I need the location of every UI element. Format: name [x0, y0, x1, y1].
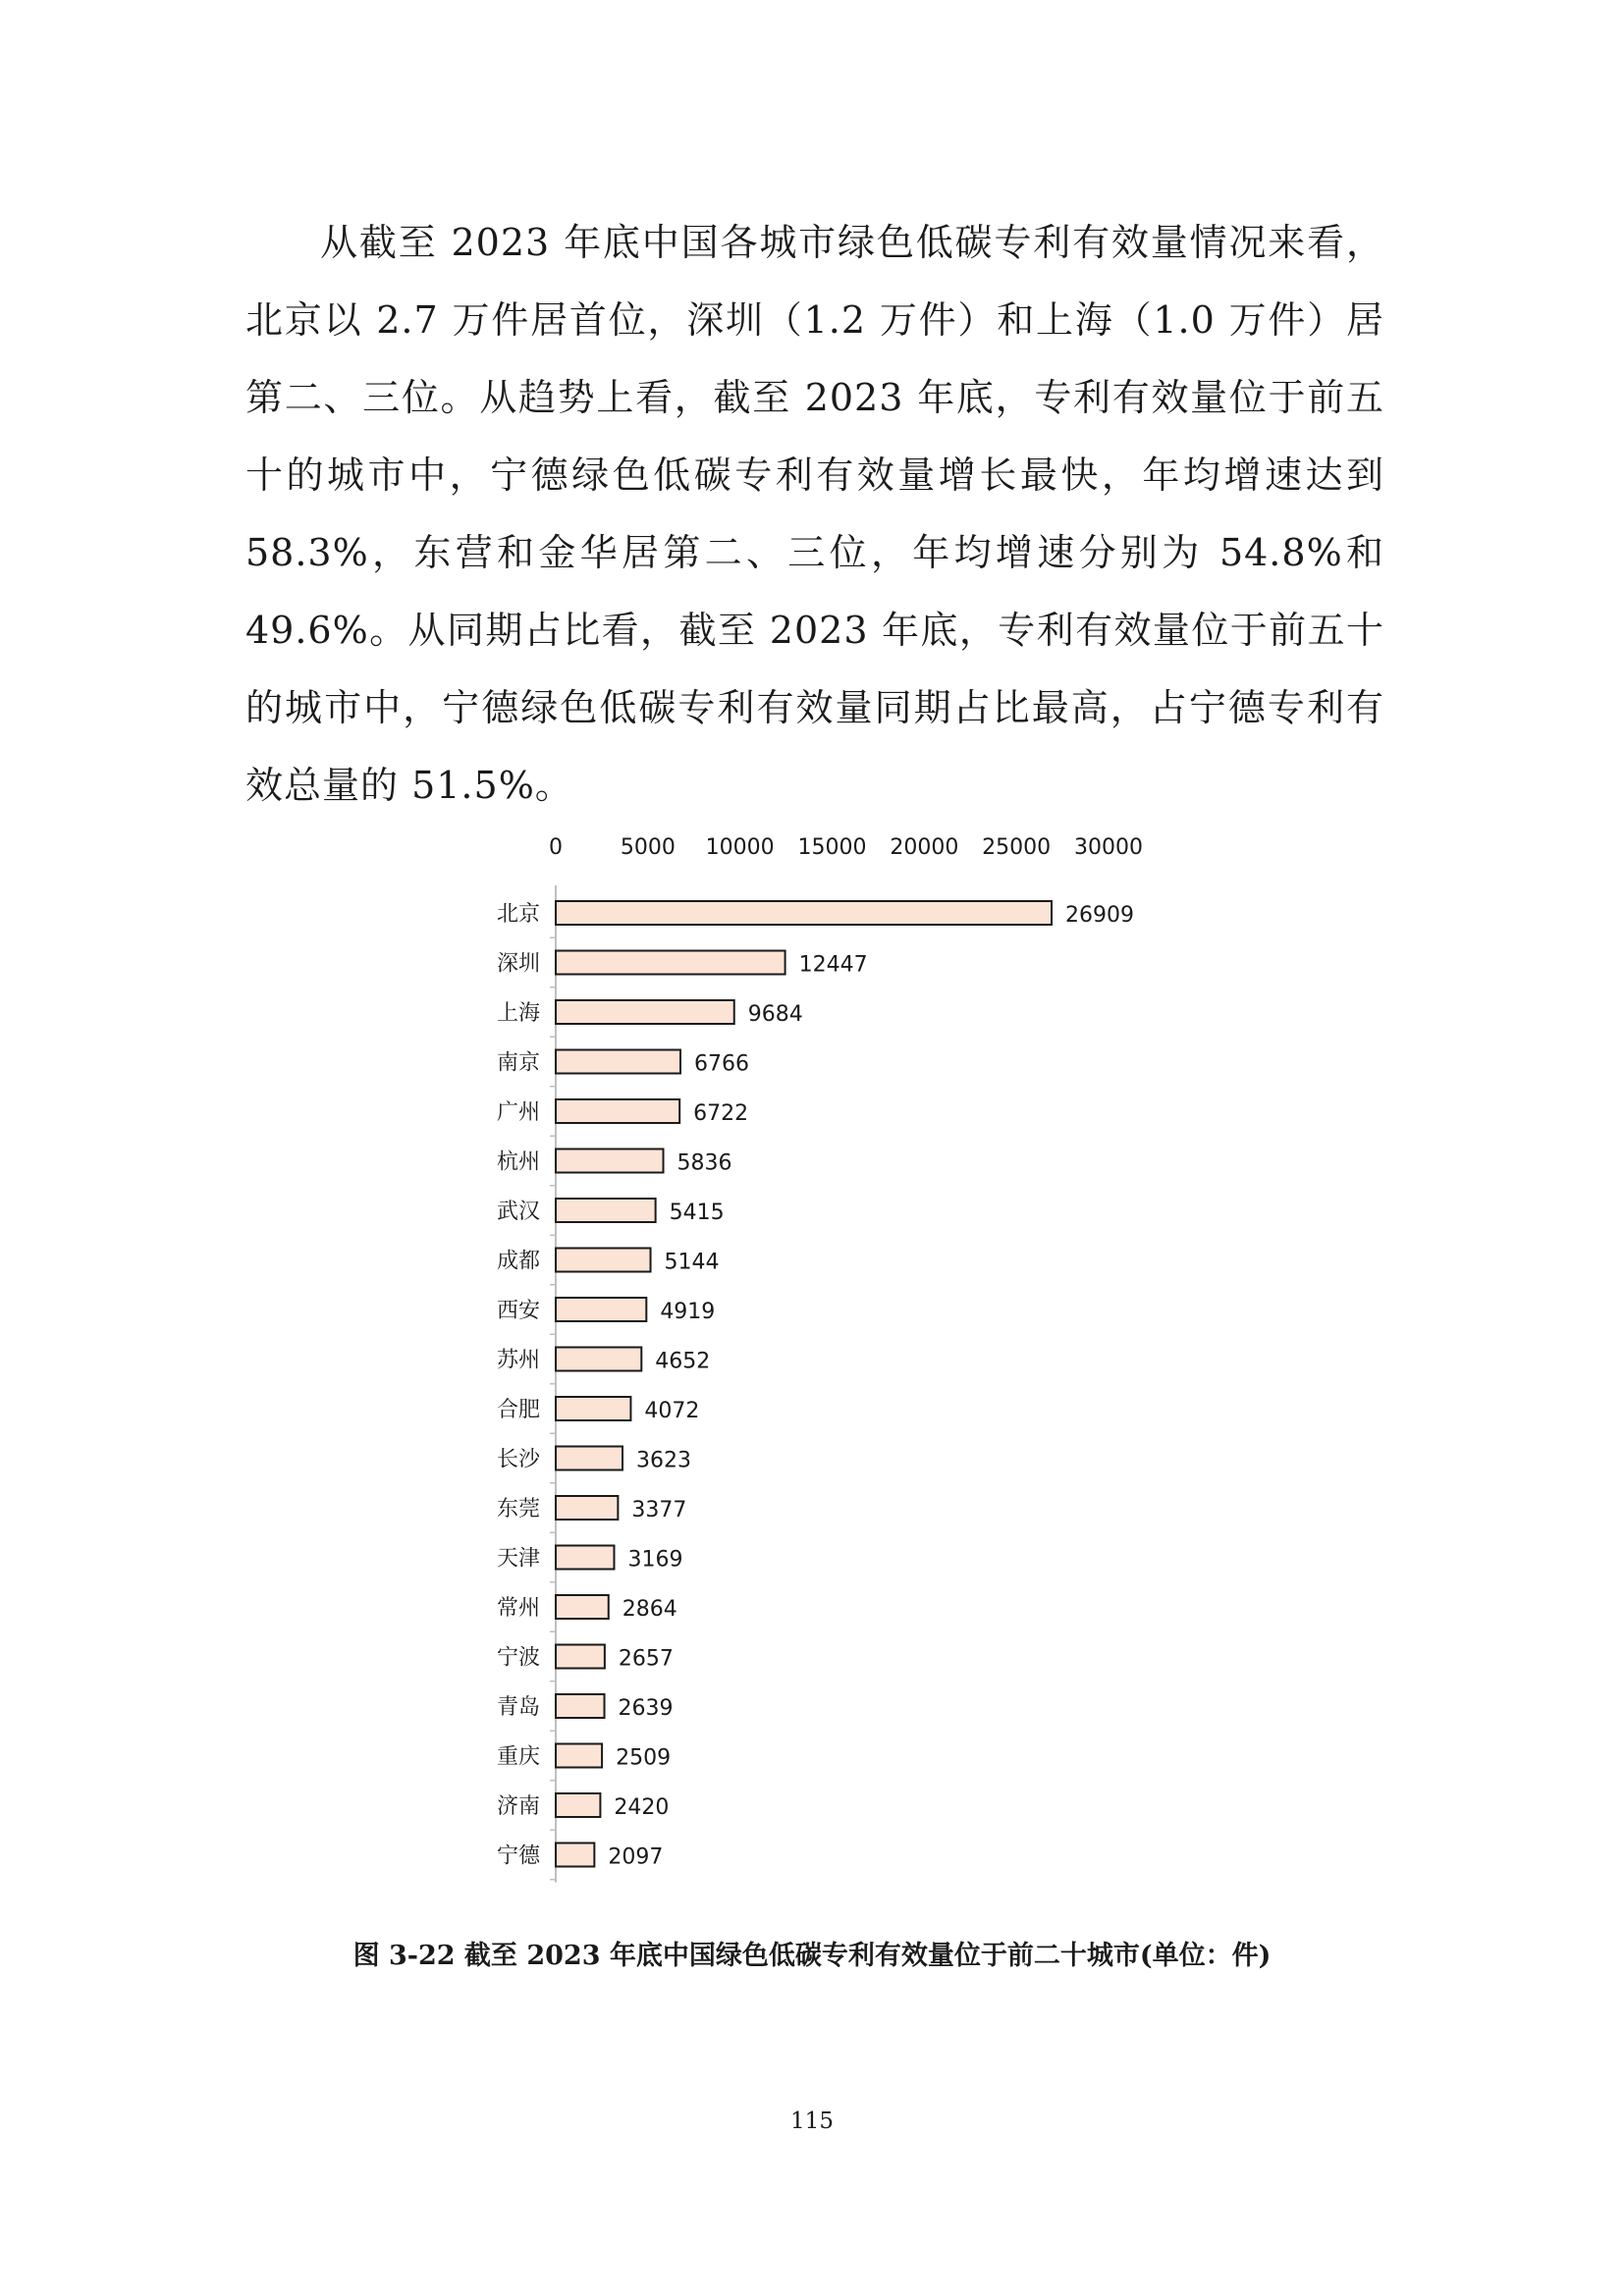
x-tick-label: 0: [549, 835, 563, 860]
page-number: 115: [790, 2109, 834, 2134]
category-label: 合肥: [496, 1398, 540, 1422]
bar: [556, 1348, 641, 1371]
bar: [556, 1199, 656, 1222]
bar: [556, 1050, 680, 1074]
data-label: 4652: [655, 1349, 711, 1374]
bar: [556, 1793, 600, 1817]
category-label: 上海: [496, 1001, 540, 1026]
data-label: 5144: [664, 1250, 720, 1275]
data-label: 3623: [635, 1448, 691, 1473]
category-label: 武汉: [496, 1200, 540, 1224]
data-label: 2864: [622, 1597, 677, 1622]
category-label: 东莞: [496, 1497, 540, 1522]
bar: [556, 1000, 734, 1024]
bar: [556, 951, 785, 975]
bar: [556, 1249, 651, 1272]
data-label: 2509: [616, 1745, 672, 1771]
bar: [556, 1645, 605, 1669]
category-label: 青岛: [496, 1695, 540, 1720]
x-tick-label: 20000: [890, 835, 959, 860]
bar: [556, 1843, 594, 1867]
category-label: 苏州: [496, 1348, 540, 1373]
data-label: 2639: [618, 1696, 674, 1721]
data-label: 2657: [618, 1646, 674, 1672]
bar: [556, 1298, 646, 1321]
category-label: 宁波: [496, 1645, 540, 1671]
category-label: 北京: [496, 902, 540, 927]
bar: [556, 901, 1052, 925]
bar: [556, 1149, 664, 1173]
category-label: 常州: [496, 1596, 540, 1621]
category-label: 广州: [496, 1100, 540, 1125]
x-tick-label: 30000: [1074, 835, 1143, 860]
bar: [556, 1595, 609, 1619]
body-paragraph: 从截至 2023 年底中国各城市绿色低碳专利有效量情况来看，北京以 2.7 万件居首位，深圳（1.2 万件）和上海（1.0 万件）居第二、三位。从趋势上看，截至 2023 年底，专利有效量位于前五十的城市中，宁德绿色低碳专利有效量增长最快，年均增速达到 58.3%，东营和金华居第二、三位，年均增速分别为 54.8%和 49.6%。从同期占比看，截至 2023 年底，专利有效量位于前五十的城市中，宁德绿色低碳专利有效量同期占比最高，占宁德专利有效总量的 51.5%。: [245, 221, 1384, 807]
data-label: 12447: [798, 952, 868, 978]
category-label: 天津: [496, 1546, 540, 1572]
bar-chart-svg: [452, 815, 1198, 1895]
bar: [556, 1447, 623, 1470]
category-label: 宁德: [496, 1843, 540, 1869]
data-label: 5415: [669, 1201, 725, 1225]
x-tick-label: 15000: [797, 835, 867, 860]
figure-caption: 图 3-22 截至 2023 年底中国绿色低碳专利有效量位于前二十城市(单位：件): [352, 1941, 1272, 1971]
data-label: 9684: [747, 1002, 803, 1027]
bar: [556, 1099, 679, 1123]
category-label: 西安: [496, 1299, 540, 1323]
data-label: 3377: [631, 1498, 687, 1522]
category-label: 南京: [496, 1050, 540, 1076]
category-label: 杭州: [496, 1149, 540, 1175]
bar-chart: [452, 815, 1198, 1895]
category-label: 成都: [496, 1249, 540, 1274]
data-label: 4072: [644, 1399, 700, 1423]
data-label: 2420: [614, 1795, 670, 1820]
category-label: 深圳: [496, 951, 540, 977]
x-tick-label: 10000: [705, 835, 775, 860]
bar: [556, 1496, 618, 1520]
bar: [556, 1397, 630, 1420]
category-label: 济南: [496, 1794, 540, 1819]
data-label: 2097: [608, 1844, 664, 1870]
bar: [556, 1744, 602, 1768]
data-label: 4919: [660, 1300, 716, 1324]
x-tick-label: 25000: [982, 835, 1052, 860]
data-label: 6766: [693, 1051, 749, 1077]
bar: [556, 1546, 614, 1570]
data-label: 5836: [677, 1150, 732, 1176]
data-label: 3169: [627, 1547, 683, 1573]
category-label: 长沙: [496, 1447, 540, 1472]
data-label: 6722: [693, 1101, 749, 1126]
bar: [556, 1694, 605, 1718]
category-label: 重庆: [496, 1744, 540, 1770]
x-tick-label: 5000: [620, 835, 676, 860]
data-label: 26909: [1064, 903, 1134, 928]
